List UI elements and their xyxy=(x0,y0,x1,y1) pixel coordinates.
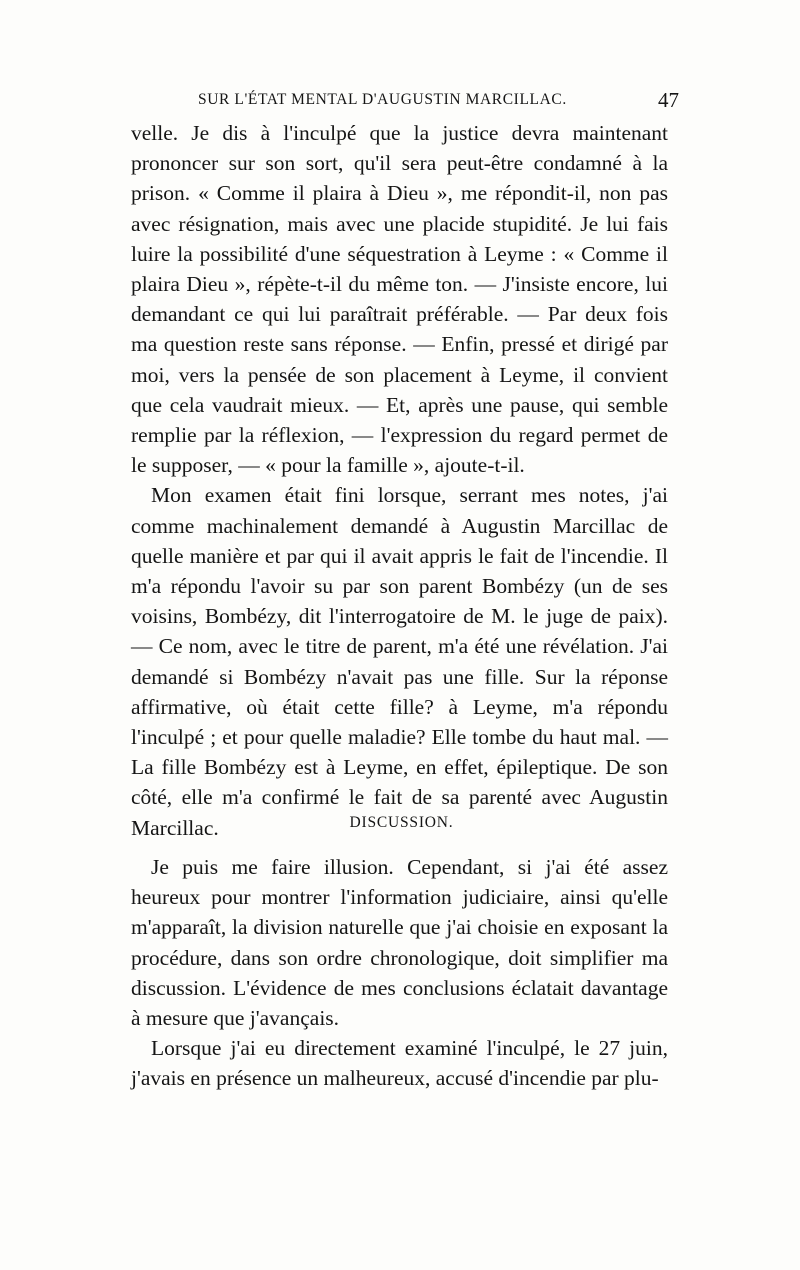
page-number: 47 xyxy=(658,88,679,112)
running-head xyxy=(198,88,685,121)
running-title: SUR L'ÉTAT MENTAL D'AUGUSTIN MARCILLAC. xyxy=(198,91,567,108)
paragraph: Je puis me faire illusion. Cependant, si j'ai été assez heureux pour montrer l'information judiciaire, ainsi qu'elle m'apparaît, la division naturelle que j'ai choisie en exposant la procédure, dans son ordre chronologique, doit simplifier ma discussion. L'évidence de mes conclusions éclatait davantage à mesure que j'avançais. xyxy=(131,855,668,1031)
paragraph: Mon examen était fini lorsque, serrant mes notes, j'ai comme machinalement demandé à Augustin Marcillac de quelle manière et par qui il avait appris le fait de l'incendie. Il m'a répondu l'avoir su par son parent Bombézy (un de ses voisins, Bombézy, dit l'interrogatoire de M. le juge de paix). — Ce nom, avec le titre de parent, m'a été une révélation. J'ai demandé si Bombézy n'avait pas une fille. Sur la réponse affirmative, où était cette fille? à Leyme, m'a répondu l'inculpé ; et pour quelle maladie? Elle tombe du haut mal. — La fille Bombézy est à Leyme, en effet, épileptique. De son côté, elle m'a confirmé le fait de sa parenté avec Augustin Marcillac. xyxy=(131,483,668,840)
discussion-text xyxy=(131,852,668,1094)
paragraph: velle. Je dis à l'inculpé que la justice devra maintenant prononcer sur son sort, qu'il sera peut-être condamné à la prison. « Comme il plaira à Dieu », me répondit-il, non pas avec résignation, mais avec une placide stupidité. Je lui fais luire la possibilité d'une séquestration à Leyme : « Comme il plaira Dieu », répète-t-il du même ton. — J'insiste encore, lui demandant ce qui lui paraîtrait préférable. — Par deux fois ma question reste sans réponse. — Enfin, pressé et dirigé par moi, vers la pensée de son placement à Leyme, il convient que cela vaudrait mieux. — Et, après une pause, qui semble remplie par la réflexion, — l'expression du regard permet de le supposer, — « pour la famille », ajoute-t-il. xyxy=(131,121,668,478)
paragraph: Lorsque j'ai eu directement examiné l'inculpé, le 27 juin, j'avais en présence un malheureux, accusé d'incendie par plu- xyxy=(131,1036,668,1091)
section-heading: DISCUSSION. xyxy=(349,814,454,831)
body-text xyxy=(131,118,668,843)
